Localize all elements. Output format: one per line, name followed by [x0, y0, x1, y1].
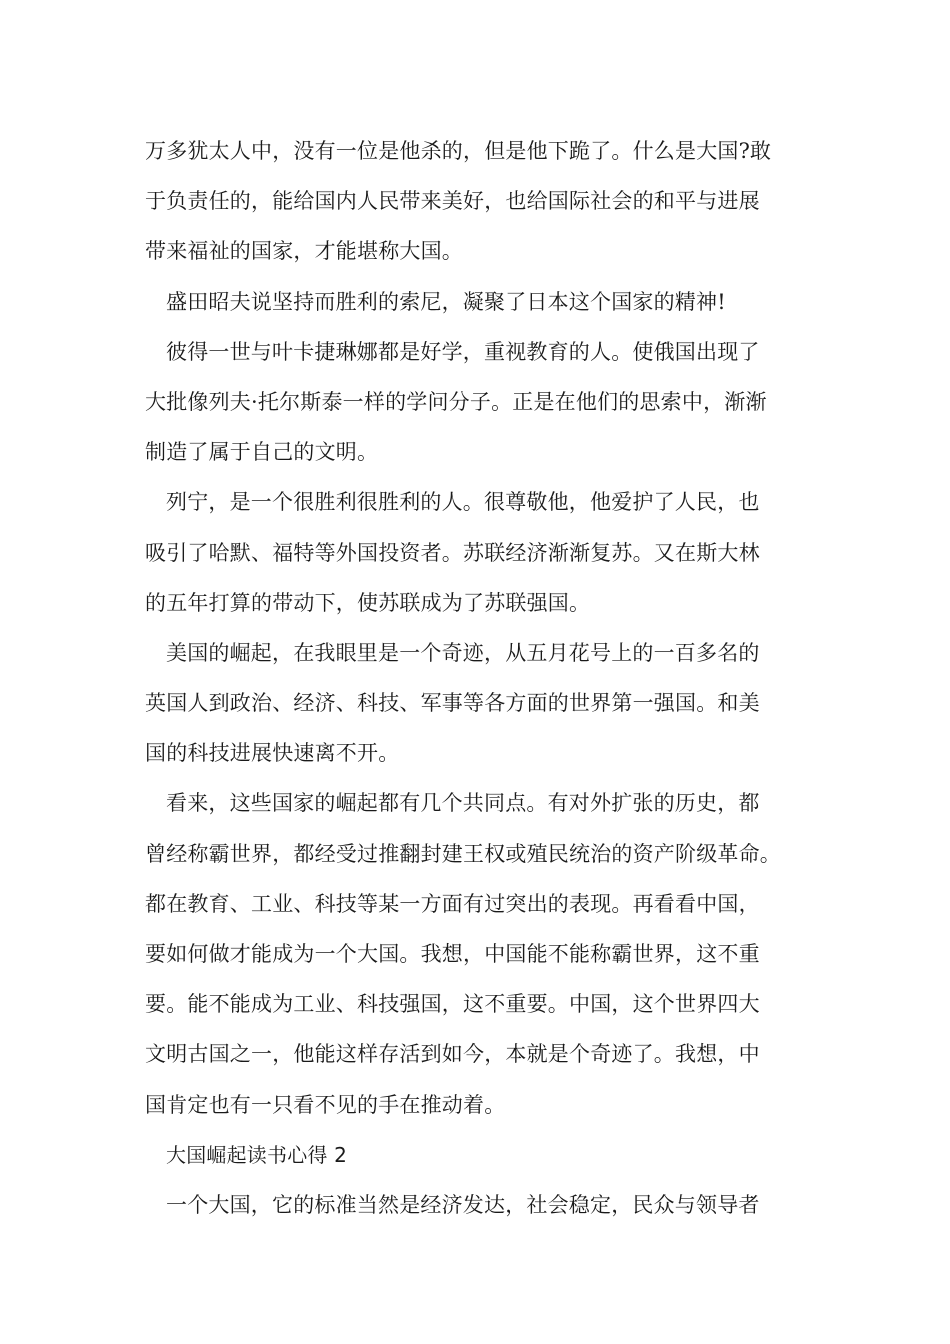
text-line: 文明古国之一，他能这样存活到如今，本就是个奇迹了。我想，中	[145, 1042, 760, 1067]
text-line: 列宁，是一个很胜利很胜利的人。很尊敬他，他爱护了人民，也	[166, 490, 760, 515]
text-line: 万多犹太人中，没有一位是他杀的，但是他下跪了。什么是大国?敢	[145, 139, 772, 163]
paragraph-4	[145, 477, 825, 628]
text-line: 要如何做才能成为一个大国。我想，中国能不能称霸世界，这不重	[145, 942, 760, 966]
paragraph-6	[145, 778, 825, 1129]
text-line: 彼得一世与叶卡捷琳娜都是好学，重视教育的人。使俄国出现了	[166, 339, 760, 364]
text-line: 制造了属于自己的文明。	[145, 440, 379, 465]
text-line: 一个大国，它的标准当然是经济发达，社会稳定，民众与领导者	[166, 1192, 760, 1217]
text-line: 大批像列夫·托尔斯泰一样的学问分子。正是在他们的思索中，渐渐	[145, 389, 767, 414]
section-heading: 大国崛起读书心得 2	[166, 1142, 348, 1167]
text-line: 曾经称霸世界，都经受过推翻封建王权或殖民统治的资产阶级革命。	[145, 841, 781, 866]
text-line: 美国的崛起，在我眼里是一个奇迹，从五月花号上的一百多名的	[166, 640, 760, 665]
document-body	[145, 126, 825, 1230]
text-line: 国的科技进展快速离不开。	[145, 741, 400, 766]
text-line: 要。能不能成为工业、科技强国，这不重要。中国，这个世界四大	[145, 992, 760, 1017]
text-line: 带来福祉的国家，才能堪称大国。	[145, 239, 463, 264]
text-line: 看来，这些国家的崛起都有几个共同点。有对外扩张的历史，都	[166, 791, 760, 816]
text-line: 盛田昭夫说坚持而胜利的索尼，凝聚了日本这个国家的精神!	[166, 289, 726, 314]
paragraph-7	[145, 1180, 825, 1230]
text-line: 于负责任的，能给国内人民带来美好，也给国际社会的和平与进展	[145, 189, 760, 214]
paragraph-5	[145, 628, 825, 779]
paragraph-1	[145, 126, 825, 277]
paragraph-3	[145, 327, 825, 478]
text-line: 英国人到政治、经济、科技、军事等各方面的世界第一强国。和美	[145, 691, 760, 716]
text-line: 都在教育、工业、科技等某一方面有过突出的表现。再看看中国，	[145, 891, 760, 916]
text-line: 国肯定也有一只看不见的手在推动着。	[145, 1092, 506, 1117]
text-line: 吸引了哈默、福特等外国投资者。苏联经济渐渐复苏。又在斯大林	[145, 540, 760, 565]
paragraph-2	[145, 277, 825, 327]
text-line: 的五年打算的带动下，使苏联成为了苏联强国。	[145, 590, 591, 615]
